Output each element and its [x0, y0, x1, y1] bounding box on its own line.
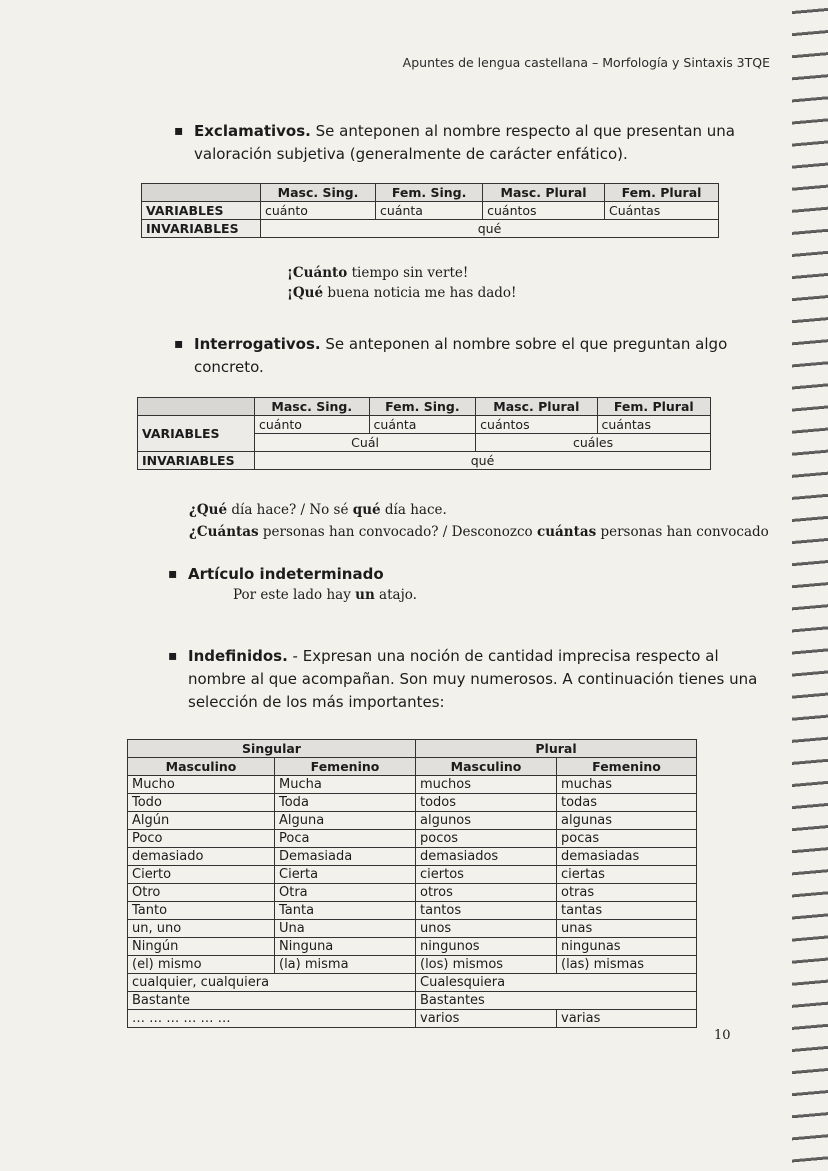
table-cell: Mucha — [275, 776, 416, 794]
table-row — [128, 902, 697, 920]
table-row — [128, 776, 697, 794]
example-text: personas han convocado — [596, 524, 769, 540]
exclamativos-examples — [287, 263, 516, 303]
table-row — [128, 812, 697, 830]
table-row — [128, 884, 697, 902]
table-cell: unos — [416, 920, 557, 938]
table-cell: cuánta — [369, 416, 476, 434]
table-cell: qué — [261, 220, 719, 238]
example-bold: cuántas — [536, 524, 597, 540]
table-cell: todos — [416, 794, 557, 812]
table-row — [128, 830, 697, 848]
col-header: Masc. Plural — [476, 398, 597, 416]
table-cell: Todo — [128, 794, 275, 812]
table-cell: cualquier, cualquiera — [128, 974, 416, 992]
bullet-icon: ▪ — [174, 123, 184, 139]
table-cell: cuántos — [483, 202, 605, 220]
indefinidos-title: Indefinidos. — [188, 647, 288, 665]
example-bold: ¿Cuántas — [189, 524, 259, 540]
page-header: Apuntes de lengua castellana – Morfología y Sintaxis 3TQE — [402, 55, 770, 70]
col-header: Masc. Sing. — [255, 398, 370, 416]
example-text: día hace. — [380, 502, 447, 518]
table-cell: algunas — [557, 812, 697, 830]
indefinidos-text-3: selección de los más importantes: — [188, 693, 445, 711]
example-line — [287, 263, 516, 283]
table-cell: Tanto — [128, 902, 275, 920]
table-cell: (el) mismo — [128, 956, 275, 974]
exclamativos-title: Exclamativos. — [194, 122, 311, 140]
table-cell: demasiado — [128, 848, 275, 866]
table-cell: cuáles — [476, 434, 711, 452]
indefinidos-text-2: nombre al que acompañan. Son muy numerosos. A continuación tienes una — [188, 670, 758, 688]
interrogativos-text-2: concreto. — [194, 358, 264, 376]
indefinidos-table — [127, 739, 697, 1028]
table-cell: varias — [557, 1010, 697, 1028]
table-cell: ningunas — [557, 938, 697, 956]
table-cell: qué — [255, 452, 711, 470]
example-line — [189, 522, 769, 542]
table-cell: algunos — [416, 812, 557, 830]
table-cell: otros — [416, 884, 557, 902]
col-header: Fem. Sing. — [376, 184, 483, 202]
example-text: tiempo sin verte! — [347, 265, 469, 281]
table-cell: Cuántas — [605, 202, 719, 220]
singular-header: Singular — [128, 740, 416, 758]
example-line — [189, 500, 769, 520]
table-cell: (los) mismos — [416, 956, 557, 974]
table-cell: pocas — [557, 830, 697, 848]
col-header: Fem. Plural — [597, 398, 710, 416]
table-cell: ciertos — [416, 866, 557, 884]
table-cell: Otra — [275, 884, 416, 902]
table-cell: cuánto — [261, 202, 376, 220]
table-cell: cuántos — [476, 416, 597, 434]
col-header: Femenino — [557, 758, 697, 776]
table-cell: Alguna — [275, 812, 416, 830]
col-header: Masc. Sing. — [261, 184, 376, 202]
table-cell: pocos — [416, 830, 557, 848]
articulo-example — [233, 585, 417, 605]
table-row — [128, 848, 697, 866]
table-cell: Poca — [275, 830, 416, 848]
table-cell: cuánto — [255, 416, 370, 434]
table-cell: Cualesquiera — [416, 974, 697, 992]
interrogativos-text-1: Se anteponen al nombre sobre el que preguntan algo — [320, 335, 728, 353]
table-cell: Otro — [128, 884, 275, 902]
table-cell: Bastantes — [416, 992, 697, 1010]
example-bold: un — [355, 587, 375, 603]
col-header: Masculino — [416, 758, 557, 776]
example-text: personas han convocado? / Desconozco — [258, 524, 537, 540]
bullet-icon: ▪ — [174, 336, 184, 352]
spiral-binding — [792, 0, 828, 1171]
table-row — [128, 956, 697, 974]
table-row — [128, 938, 697, 956]
table-row — [128, 794, 697, 812]
example-text: día hace? / No sé — [227, 502, 353, 518]
col-header: Masculino — [128, 758, 275, 776]
table-cell: Toda — [275, 794, 416, 812]
example-line — [287, 283, 516, 303]
bullet-icon: ▪ — [168, 648, 178, 664]
table-row — [128, 866, 697, 884]
exclamativos-text-2: valoración subjetiva (generalmente de carácter enfático). — [194, 145, 628, 163]
row-header-variables: VARIABLES — [138, 416, 255, 452]
table-cell: un, uno — [128, 920, 275, 938]
table-row — [128, 920, 697, 938]
table-cell: Bastante — [128, 992, 416, 1010]
indefinidos-text-1: - Expresan una noción de cantidad imprecisa respecto al — [287, 647, 719, 665]
table-cell: Demasiada — [275, 848, 416, 866]
table-cell: cuántas — [597, 416, 710, 434]
interrogativos-examples — [189, 500, 769, 542]
indefinidos-body — [128, 776, 697, 974]
table-cell: Una — [275, 920, 416, 938]
table-cell: tantos — [416, 902, 557, 920]
row-header-invariables: INVARIABLES — [138, 452, 255, 470]
table-cell: varios — [416, 1010, 557, 1028]
col-header: Fem. Plural — [605, 184, 719, 202]
example-bold: ¿Qué — [189, 502, 228, 518]
table-cell: Ningún — [128, 938, 275, 956]
example-text: atajo. — [374, 587, 417, 603]
table-cell: Ninguna — [275, 938, 416, 956]
table-cell: otras — [557, 884, 697, 902]
table-cell: ningunos — [416, 938, 557, 956]
exclamativos-text-1: Se anteponen al nombre respecto al que presentan una — [310, 122, 735, 140]
table-corner — [142, 184, 261, 202]
interrogativos-title: Interrogativos. — [194, 335, 321, 353]
example-bold: ¡Qué — [287, 285, 324, 301]
row-header-variables: VARIABLES — [142, 202, 261, 220]
table-cell: … … … … … … — [128, 1010, 416, 1028]
example-bold: ¡Cuánto — [287, 265, 348, 281]
table-cell: Poco — [128, 830, 275, 848]
table-cell: Mucho — [128, 776, 275, 794]
table-cell: demasiados — [416, 848, 557, 866]
interrogativos-paragraph — [174, 333, 764, 379]
table-cell: unas — [557, 920, 697, 938]
indefinidos-paragraph — [168, 645, 758, 714]
articulo-title: Artículo indeterminado — [188, 565, 384, 583]
exclamativos-paragraph — [174, 120, 764, 166]
table-cell: muchas — [557, 776, 697, 794]
bullet-icon: ▪ — [168, 566, 178, 582]
table-cell: Algún — [128, 812, 275, 830]
row-header-invariables: INVARIABLES — [142, 220, 261, 238]
interrogativos-table — [137, 397, 711, 470]
example-text: buena noticia me has dado! — [323, 285, 517, 301]
table-corner — [138, 398, 255, 416]
plural-header: Plural — [416, 740, 697, 758]
table-cell: demasiadas — [557, 848, 697, 866]
col-header: Femenino — [275, 758, 416, 776]
table-cell: (la) misma — [275, 956, 416, 974]
example-text: Por este lado hay — [233, 587, 356, 603]
table-cell: ciertas — [557, 866, 697, 884]
col-header: Masc. Plural — [483, 184, 605, 202]
table-cell: Cierto — [128, 866, 275, 884]
articulo-paragraph — [168, 563, 384, 586]
table-cell: (las) mismas — [557, 956, 697, 974]
table-cell: cuánta — [376, 202, 483, 220]
table-cell: Cuál — [255, 434, 476, 452]
table-cell: Tanta — [275, 902, 416, 920]
example-bold: qué — [352, 502, 381, 518]
exclamativos-table — [141, 183, 719, 238]
col-header: Fem. Sing. — [369, 398, 476, 416]
table-cell: tantas — [557, 902, 697, 920]
table-cell: todas — [557, 794, 697, 812]
table-cell: Cierta — [275, 866, 416, 884]
table-cell: muchos — [416, 776, 557, 794]
page-number: 10 — [714, 1028, 731, 1043]
